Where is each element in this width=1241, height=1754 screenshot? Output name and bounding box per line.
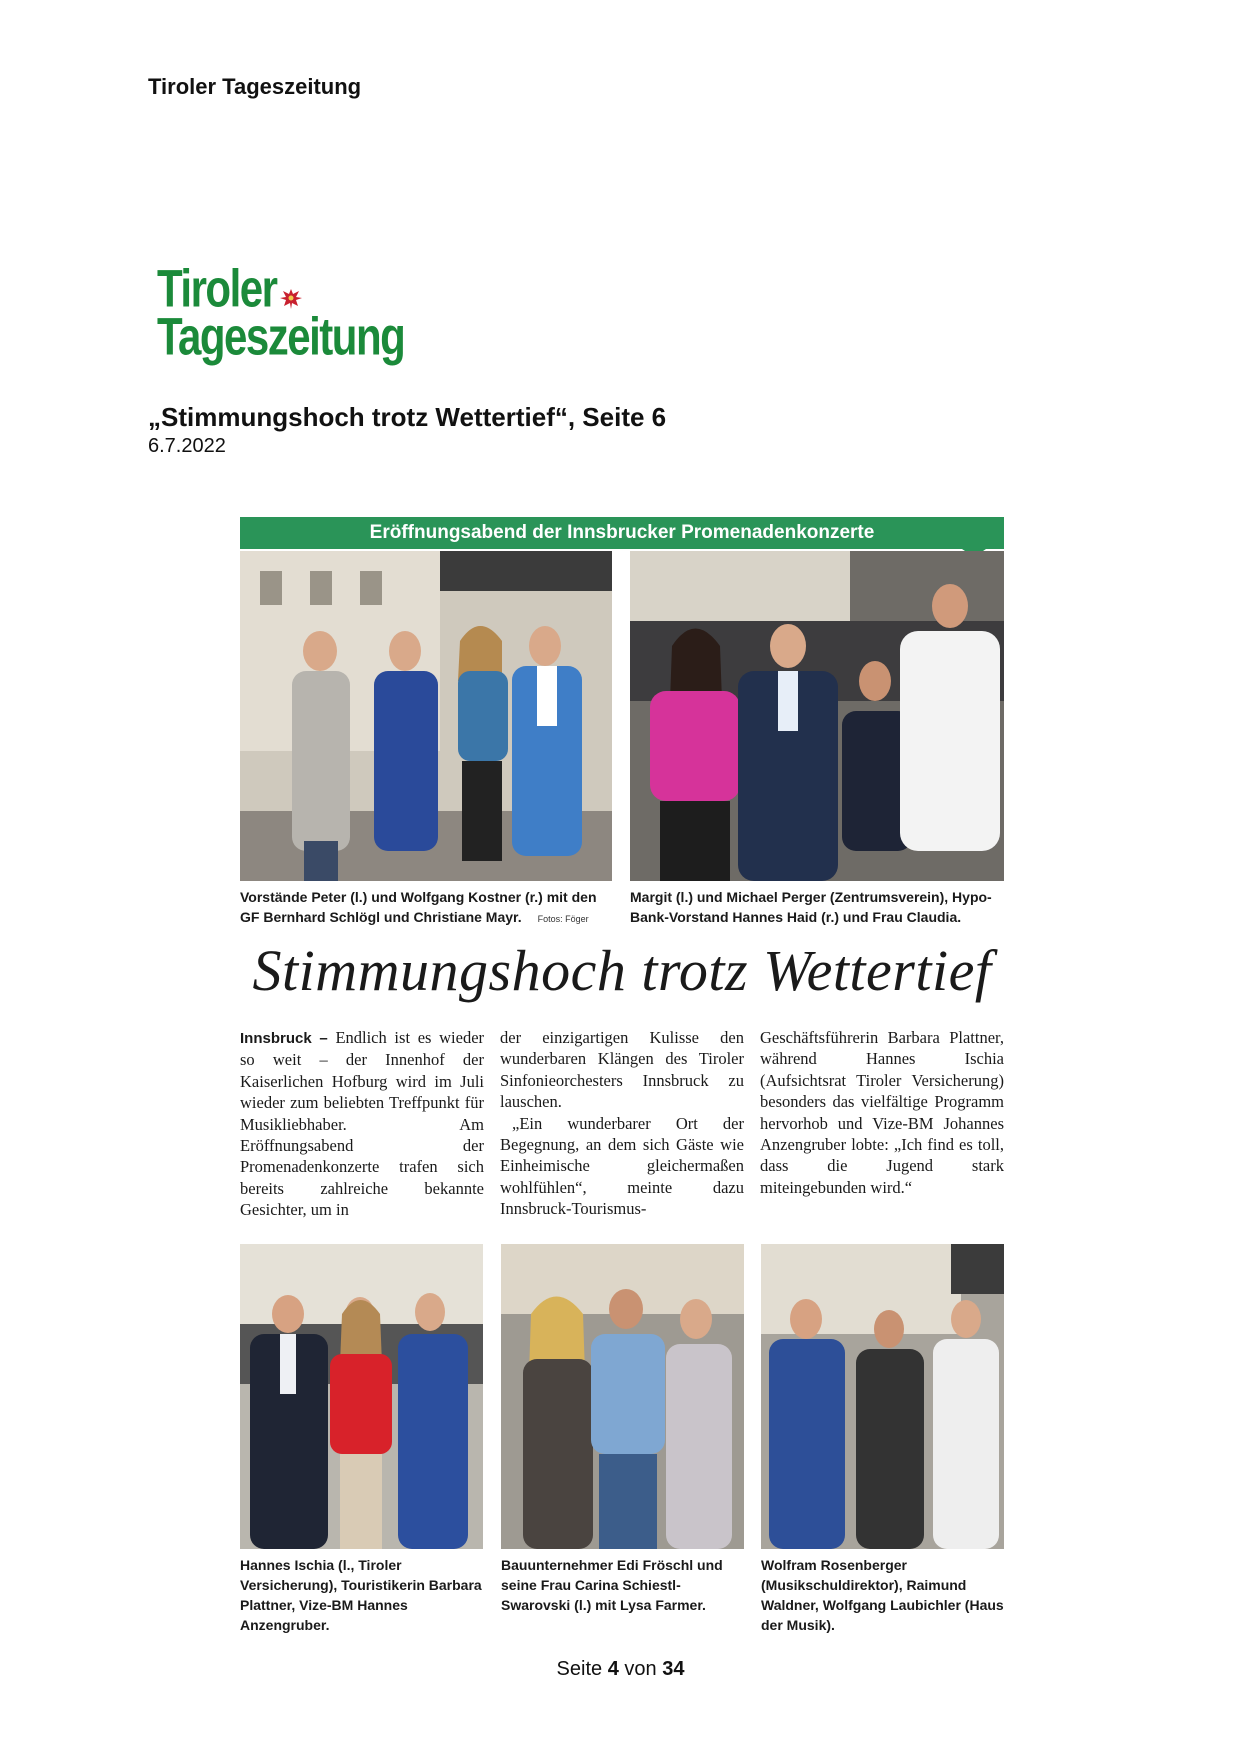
caption-photo-3: Hannes Ischia (l., Tiroler Versicherung), Touristikerin Barbara Plattner, Vize-BM Hannes Anzengruber. (240, 1557, 482, 1633)
section-banner: Eröffnungsabend der Innsbrucker Promenadenkonzerte (240, 517, 1004, 549)
caption-photo-1 (240, 887, 612, 929)
body-column-3 (760, 1027, 1004, 1198)
photo-rosenberger-group (761, 1244, 1004, 1549)
caption-photo-5: Wolfram Rosenberger (Musikschuldirektor), Raimund Waldner, Wolfgang Laubichler (Haus der Musik). (761, 1557, 1004, 1633)
page-footer (0, 1658, 1241, 1681)
photo-kostner-group (240, 551, 612, 881)
photo-froeschl-group (501, 1244, 744, 1549)
body-column-2 (500, 1027, 744, 1220)
photo-perger-group (630, 551, 1004, 881)
caption-text: Vorstände Peter (l.) und Wolfgang Kostner (r.) mit den GF Bernhard Schlögl und Christiane Mayr. (240, 889, 597, 925)
newspaper-clipping (240, 517, 1004, 1633)
footer-prefix: Seite (556, 1658, 603, 1680)
footer-page-number: 4 (607, 1658, 619, 1680)
photo-credit: Fotos: Föger (537, 914, 589, 924)
photo-ischia-group (240, 1244, 483, 1549)
source-label: Tiroler Tageszeitung (148, 74, 362, 99)
logo-word-right: Tageszeitung (157, 307, 405, 366)
caption-photo-2: Margit (l.) und Michael Perger (Zentrumsverein), Hypo-Bank-Vorstand Hannes Haid (r.) und Frau Claudia. (630, 889, 992, 925)
body-text-2a: der einzigartigen Kulisse den wunderbaren Klängen des Tiroler Sinfonieorchesters Innsbruck zu lauschen. (500, 1028, 744, 1112)
body-column-1 (240, 1027, 484, 1221)
caption-photo-4: Bauunternehmer Edi Fröschl und seine Frau Carina Schiestl-Swarovski (l.) mit Lysa Farmer. (501, 1557, 723, 1613)
logo-word-left: Tiroler (157, 259, 277, 318)
newspaper-logo (157, 259, 497, 366)
article-reference: „Stimmungshoch trotz Wettertief“, Seite 6 (148, 402, 667, 432)
body-text-2b: „Ein wunderbarer Ort der Begegnung, an dem sich Gäste wie Einheimische gleichermaßen wohlfühlen“, meinte dazu Innsbruck-Tourismus- (500, 1113, 744, 1219)
footer-middle: von (624, 1658, 657, 1680)
body-lead: Innsbruck – (240, 1030, 328, 1047)
footer-page-total: 34 (662, 1658, 685, 1680)
body-text-1: Endlich ist es wieder so weit – der Innenhof der Kaiserlichen Hofburg wird im Juli wieder zum beliebten Treffpunkt für Musikliebhaber. Am Eröffnungsabend der Promenadenkonzerte trafen sich bereits zahlreiche bekannte Gesichter, um in (240, 1028, 485, 1220)
publication-date: 6.7.2022 (148, 435, 226, 457)
article-title: Stimmungshoch trotz Wettertief (252, 938, 992, 1003)
body-text-3: Geschäftsführerin Barbara Plattner, während Hannes Ischia (Aufsichtsrat Tiroler Versicherung) besonders das vielfältige Programm hervorhob und Vize-BM Johannes Anzengruber lobte: „Ich find es toll, dass die Jugend stark miteingebunden wird.“ (760, 1028, 1004, 1197)
